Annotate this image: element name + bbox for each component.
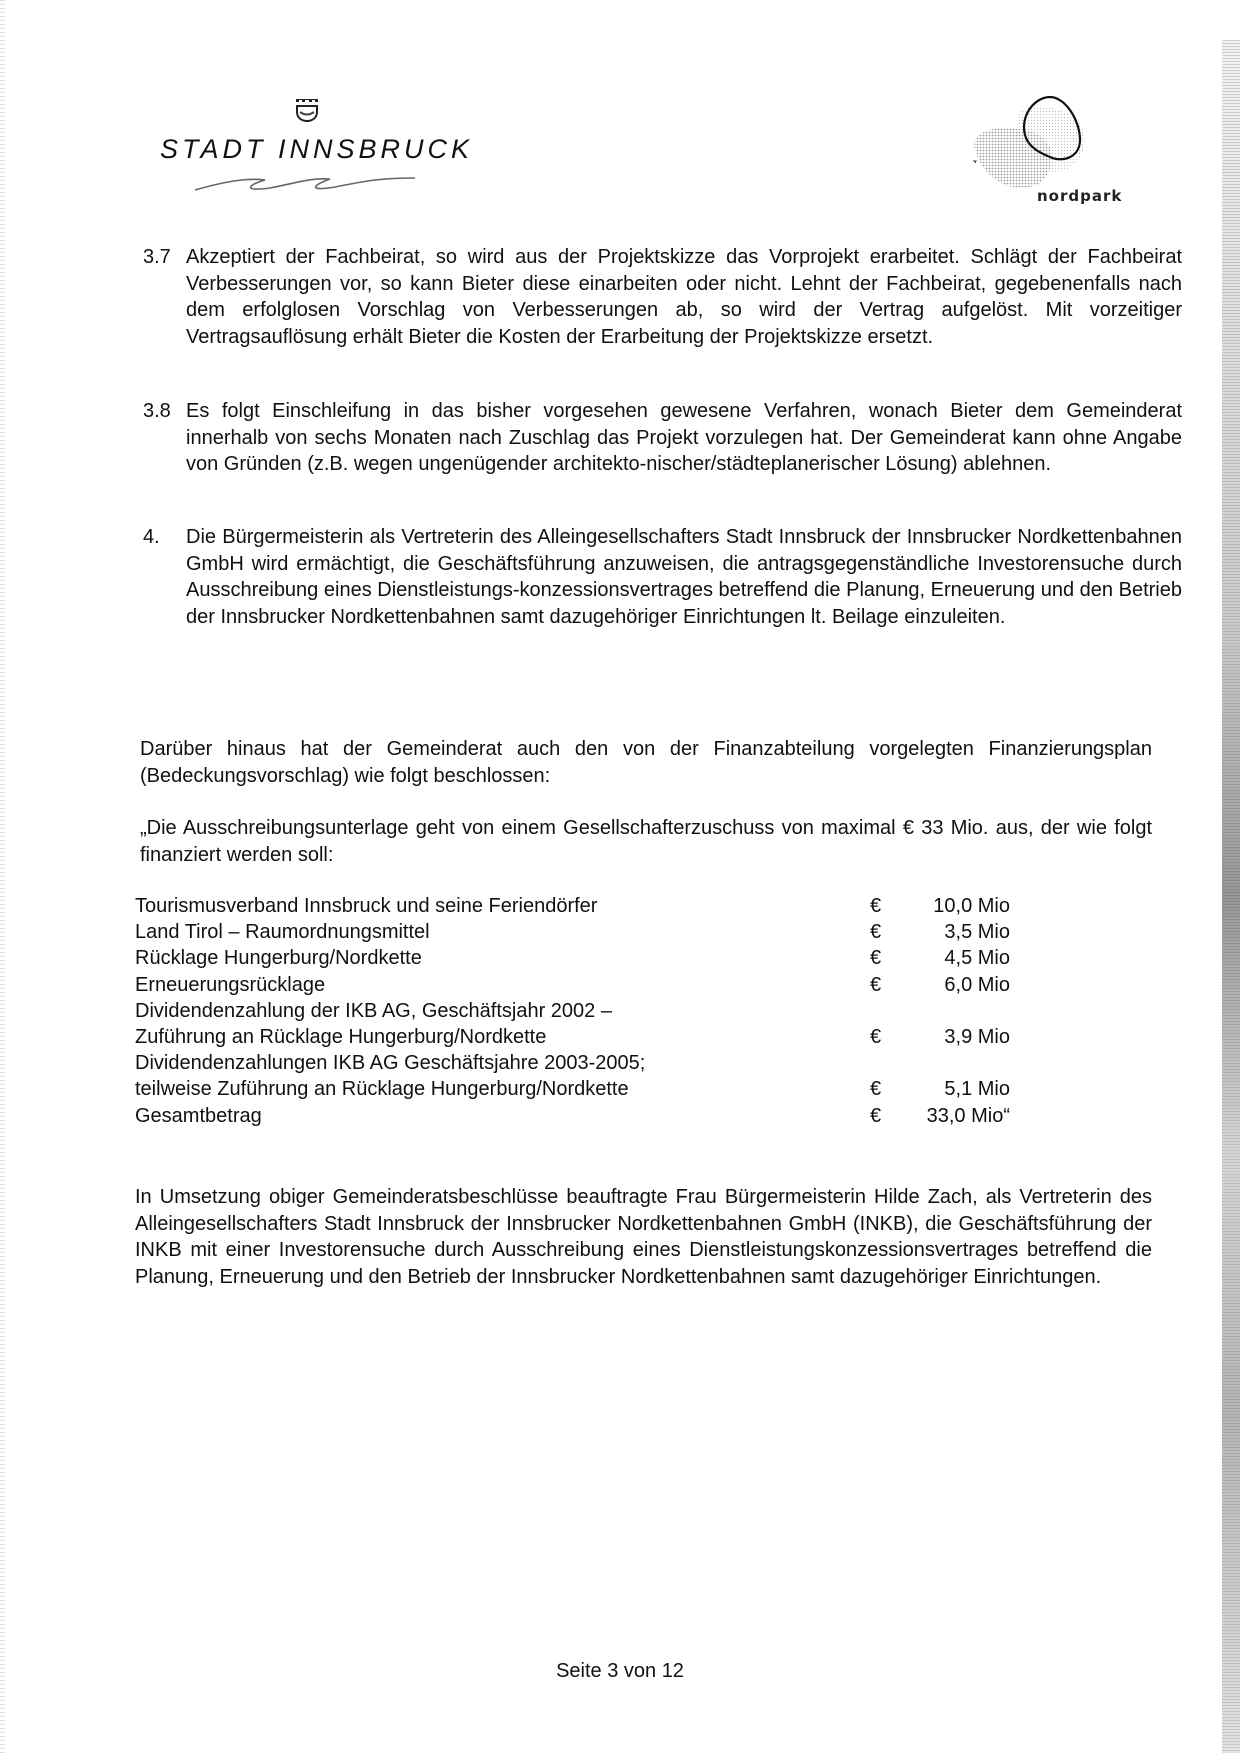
currency-symbol (870, 1050, 910, 1076)
currency-symbol: € (870, 947, 882, 970)
intro-paragraph: Darüber hinaus hat der Gemeinderat auch den von der Finanzabteilung vorgelegten Finanzierungsplan (Bedeckungsvorschlag) wie folgt beschlossen: (140, 738, 1152, 787)
financing-label: Land Tirol – Raumordnungsmittel (135, 921, 430, 944)
wave-swoosh-icon (190, 172, 420, 194)
item-number: 4. (143, 526, 160, 548)
financing-amount: 10,0 Mio (933, 895, 1010, 917)
financing-label: Erneuerungsrücklage (135, 973, 326, 996)
scan-edge-right (1222, 40, 1240, 1753)
financing-row (135, 1024, 1035, 1050)
city-crest-icon (293, 96, 321, 122)
item-text: Akzeptiert der Fachbeirat, so wird aus der Projektskizze das Vorprojekt erarbeitet. Schlägt der Fachbeirat Verbesserungen vor, so kann Bieter diese einarbeiten oder nicht. Lehnt der Fachbeirat, gegebenenfalls nach dem erfolglosen Vorschlag von Verbesserungen ab, so wird der Vertrag aufgelöst. Mit vorzeitiger Vertragsauflösung erhält Bieter die Kosten der Erarbeitung der Projektskizze ersetzt. (186, 246, 1182, 348)
financing-row (135, 945, 1035, 971)
financing-amount: 3,5 Mio (944, 921, 1010, 944)
financing-row (135, 998, 1035, 1024)
currency-symbol: € (870, 973, 882, 996)
financing-table (135, 893, 1035, 1129)
financing-row (135, 1076, 1035, 1102)
financing-amount: 4,5 Mio (944, 947, 1010, 970)
scan-edge-left (0, 0, 5, 1753)
nordpark-shapes-icon (955, 95, 1105, 195)
item-number: 3.8 (143, 400, 171, 422)
nordpark-wordmark: nordpark (1037, 187, 1123, 205)
financing-label: Gesamtbetrag (135, 1104, 262, 1127)
financing-amount: 6,0 Mio (944, 973, 1010, 996)
currency-symbol (870, 998, 910, 1024)
nordpark-logo (955, 95, 1135, 210)
financing-amount: 5,1 Mio (944, 1078, 1010, 1101)
item-text: Es folgt Einschleifung in das bisher vorgesehen gewesene Verfahren, wonach Bieter dem Gemeinderat innerhalb von sechs Monaten nach Zuschlag das Projekt vorzulegen hat. Der Gemeinderat kann ohne Angabe von Gründen (z.B. wegen ungenügender architekto-nischer/städteplanerischer Lösung) ablehnen. (186, 400, 1182, 475)
financing-row (135, 919, 1035, 945)
financing-label: Dividendenzahlung der IKB AG, Geschäftsjahr 2002 – (135, 999, 612, 1022)
quote-paragraph: „Die Ausschreibungsunterlage geht von einem Gesellschafterzuschuss von maximal € 33 Mio. aus, der wie folgt finanziert werden soll: (140, 817, 1152, 866)
currency-symbol: € (870, 1026, 882, 1049)
currency-symbol: € (870, 1104, 882, 1127)
city-logo (160, 92, 474, 202)
financing-row (135, 1050, 1035, 1076)
item-3-8 (135, 398, 1182, 478)
financing-row (135, 893, 1035, 919)
financing-amount: 3,9 Mio (944, 1026, 1010, 1049)
financing-amount: 33,0 Mio“ (926, 1104, 1010, 1127)
financing-label: teilweise Zuführung an Rücklage Hungerburg/Nordkette (135, 1078, 629, 1101)
financing-label: Zuführung an Rücklage Hungerburg/Nordkette (135, 1026, 547, 1049)
page-number: Seite 3 von 12 (556, 1660, 684, 1682)
currency-symbol: € (870, 1078, 882, 1101)
item-number: 3.7 (143, 246, 171, 268)
financing-amount (910, 1050, 1010, 1076)
financing-label: Tourismusverband Innsbruck und seine Feriendörfer (135, 895, 598, 917)
financing-amount (910, 998, 1010, 1024)
city-name: STADT INNSBRUCK (160, 134, 474, 164)
item-3-7 (135, 244, 1182, 350)
currency-symbol: € (870, 921, 882, 944)
item-4 (135, 524, 1182, 630)
financing-total-row (135, 1103, 1035, 1129)
financing-row (135, 972, 1035, 998)
currency-symbol: € (870, 895, 882, 917)
financing-label: Rücklage Hungerburg/Nordkette (135, 947, 422, 970)
financing-label: Dividendenzahlungen IKB AG Geschäftsjahre 2003-2005; (135, 1052, 646, 1075)
item-text: Die Bürgermeisterin als Vertreterin des Alleingesellschafters Stadt Innsbruck der Innsbrucker Nordkettenbahnen GmbH wird ermächtigt, die Geschäftsführung anzuweisen, die antragsgegenständliche Investorensuche durch Ausschreibung eines Dienstleistungs-konzessionsvertrages betreffend die Planung, Erneuerung und den Betrieb der Innsbrucker Nordkettenbahnen samt dazugehöriger Einrichtungen lt. Beilage einzuleiten. (186, 526, 1182, 628)
summary-paragraph: In Umsetzung obiger Gemeinderatsbeschlüsse beauftragte Frau Bürgermeisterin Hilde Zach, als Vertreterin des Alleingesellschafters Stadt Innsbruck der Innsbrucker Nordkettenbahnen GmbH (INKB), die Geschäftsführung der INKB mit einer Investorensuche durch Ausschreibung eines Dienstleistungskonzessionsvertrages betreffend die Planung, Erneuerung und den Betrieb der Innsbrucker Nordkettenbahnen samt dazugehöriger Einrichtungen. (135, 1186, 1152, 1288)
